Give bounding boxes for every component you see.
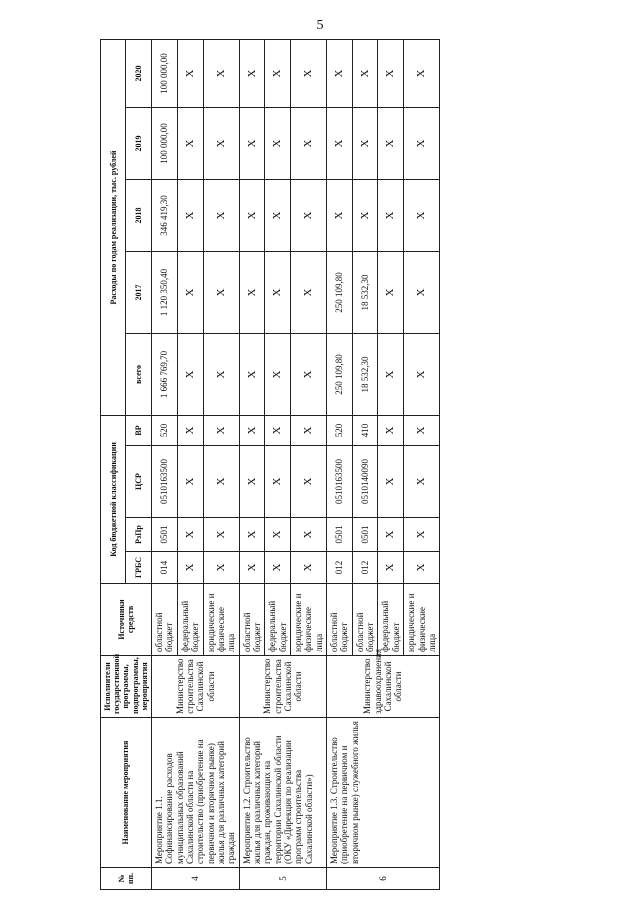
y2020-cell: X: [404, 39, 440, 107]
grbs-cell: X: [239, 552, 265, 584]
rzpr-cell: X: [291, 518, 327, 552]
vr-cell: 520: [151, 415, 177, 445]
vr-cell: X: [291, 415, 327, 445]
total-cell: 250 109,80: [327, 333, 353, 415]
row-number: 4: [151, 868, 239, 890]
page-number: 5: [316, 18, 324, 33]
grbs-cell: X: [265, 552, 291, 584]
y2017-cell: X: [378, 251, 404, 333]
y2020-cell: X: [378, 39, 404, 107]
header-name: Наименование мероприятия: [101, 718, 152, 868]
y2019-cell: 100 000,00: [151, 107, 177, 179]
y2018-cell: X: [404, 179, 440, 251]
source-cell: юридические и физические лица: [203, 584, 239, 656]
header-source: Источники средств: [101, 584, 152, 656]
executor-cell: Министерство строительства Сахалинской области: [239, 656, 326, 718]
y2017-cell: 1 120 350,40: [151, 251, 177, 333]
y2018-cell: X: [327, 179, 353, 251]
total-cell: 18 532,30: [352, 333, 378, 415]
rzpr-cell: 0501: [352, 518, 378, 552]
header-2018: 2018: [126, 179, 151, 251]
header-rzpr: РзПр: [126, 518, 151, 552]
csr-cell: 0510140090: [352, 446, 378, 518]
source-cell: юридические и физические лица: [291, 584, 327, 656]
y2017-cell: X: [291, 251, 327, 333]
header-2017: 2017: [126, 251, 151, 333]
table-row: [327, 39, 353, 889]
total-cell: X: [177, 333, 203, 415]
row-number: 5: [239, 868, 326, 890]
y2020-cell: X: [203, 39, 239, 107]
measure-name: Мероприятие 1.3. Строительство (приобретение на первичном и вторичном рынке) служебного жилья: [327, 718, 440, 868]
y2020-cell: X: [291, 39, 327, 107]
y2018-cell: X: [352, 179, 378, 251]
y2019-cell: X: [378, 107, 404, 179]
csr-cell: X: [203, 446, 239, 518]
vr-cell: X: [404, 415, 440, 445]
y2018-cell: X: [378, 179, 404, 251]
y2018-cell: X: [265, 179, 291, 251]
y2018-cell: 346 419,30: [151, 179, 177, 251]
header-total: всего: [126, 333, 151, 415]
rzpr-cell: X: [378, 518, 404, 552]
source-cell: областной бюджет: [239, 584, 265, 656]
source-cell: федеральный бюджет: [177, 584, 203, 656]
y2019-cell: X: [352, 107, 378, 179]
total-cell: X: [404, 333, 440, 415]
y2018-cell: X: [239, 179, 265, 251]
total-cell: X: [265, 333, 291, 415]
total-cell: X: [291, 333, 327, 415]
vr-cell: X: [265, 415, 291, 445]
y2019-cell: X: [203, 107, 239, 179]
vr-cell: X: [203, 415, 239, 445]
rzpr-cell: 0501: [151, 518, 177, 552]
y2020-cell: 100 000,00: [151, 39, 177, 107]
grbs-cell: 012: [327, 552, 353, 584]
vr-cell: X: [177, 415, 203, 445]
y2019-cell: X: [177, 107, 203, 179]
csr-cell: X: [378, 446, 404, 518]
y2020-cell: X: [352, 39, 378, 107]
y2020-cell: X: [265, 39, 291, 107]
y2020-cell: X: [177, 39, 203, 107]
vr-cell: X: [378, 415, 404, 445]
rzpr-cell: X: [265, 518, 291, 552]
grbs-cell: 014: [151, 552, 177, 584]
y2020-cell: X: [327, 39, 353, 107]
source-cell: областной бюджет: [327, 584, 353, 656]
grbs-cell: X: [203, 552, 239, 584]
y2018-cell: X: [291, 179, 327, 251]
measure-name: Мероприятие 1.1. Софинансирование расходов муниципальных образований Сахалинской области на строительство (приобретение на первичном и вторичном рынке) жилья для различных категорий граждан: [151, 718, 239, 868]
y2019-cell: X: [265, 107, 291, 179]
measure-name: Мероприятие 1.2. Строительство жилья для различных категорий граждан, проживающих на территории Сахалинской области (ОКУ «Дирекция по реализации программ строительства Сахалинской области»): [239, 718, 326, 868]
y2017-cell: X: [177, 251, 203, 333]
y2017-cell: 18 532,30: [352, 251, 378, 333]
budget-table: [100, 39, 440, 890]
y2017-cell: X: [265, 251, 291, 333]
y2017-cell: X: [404, 251, 440, 333]
y2018-cell: X: [177, 179, 203, 251]
rzpr-cell: X: [177, 518, 203, 552]
csr-cell: X: [177, 446, 203, 518]
header-executor: Исполнители государственной программы, подпрограммы, мероприятия: [101, 656, 152, 718]
source-cell: областной бюджет: [151, 584, 177, 656]
table-row: [151, 39, 177, 889]
rzpr-cell: X: [404, 518, 440, 552]
csr-cell: X: [265, 446, 291, 518]
grbs-cell: X: [291, 552, 327, 584]
table-row: [239, 39, 265, 889]
header-vr: ВР: [126, 415, 151, 445]
grbs-cell: X: [177, 552, 203, 584]
total-cell: 1 666 769,70: [151, 333, 177, 415]
y2019-cell: X: [291, 107, 327, 179]
table-body: [151, 39, 439, 889]
rzpr-cell: X: [203, 518, 239, 552]
header-2020: 2020: [126, 39, 151, 107]
y2017-cell: X: [239, 251, 265, 333]
csr-cell: X: [291, 446, 327, 518]
csr-cell: 0510163500: [151, 446, 177, 518]
executor-cell: Министерство здравоохранения Сахалинской области: [327, 656, 440, 718]
rzpr-cell: X: [239, 518, 265, 552]
grbs-cell: X: [404, 552, 440, 584]
source-cell: областной бюджет: [352, 584, 378, 656]
grbs-cell: X: [378, 552, 404, 584]
header-csr: ЦСР: [126, 446, 151, 518]
source-cell: юридические и физические лица: [404, 584, 440, 656]
vr-cell: 410: [352, 415, 378, 445]
vr-cell: X: [239, 415, 265, 445]
y2020-cell: X: [239, 39, 265, 107]
csr-cell: X: [404, 446, 440, 518]
source-cell: федеральный бюджет: [378, 584, 404, 656]
y2018-cell: X: [203, 179, 239, 251]
header-grbs: ГРБС: [126, 552, 151, 584]
grbs-cell: 012: [352, 552, 378, 584]
vr-cell: 520: [327, 415, 353, 445]
header-budget-code: Код бюджетной классификации: [101, 415, 126, 583]
total-cell: X: [378, 333, 404, 415]
header-expenses: Расходы по годам реализации, тыс. рублей: [101, 39, 126, 415]
rotated-table-sheet: [100, 40, 530, 890]
executor-cell: Министерство строительства Сахалинской области: [151, 656, 239, 718]
total-cell: X: [203, 333, 239, 415]
total-cell: X: [239, 333, 265, 415]
y2019-cell: X: [404, 107, 440, 179]
y2017-cell: X: [203, 251, 239, 333]
rzpr-cell: 0501: [327, 518, 353, 552]
csr-cell: X: [239, 446, 265, 518]
y2017-cell: 250 109,80: [327, 251, 353, 333]
y2019-cell: X: [327, 107, 353, 179]
csr-cell: 0510163500: [327, 446, 353, 518]
row-number: 6: [327, 868, 440, 890]
header-2019: 2019: [126, 107, 151, 179]
y2019-cell: X: [239, 107, 265, 179]
source-cell: федеральный бюджет: [265, 584, 291, 656]
header-num: № пп.: [101, 868, 152, 890]
